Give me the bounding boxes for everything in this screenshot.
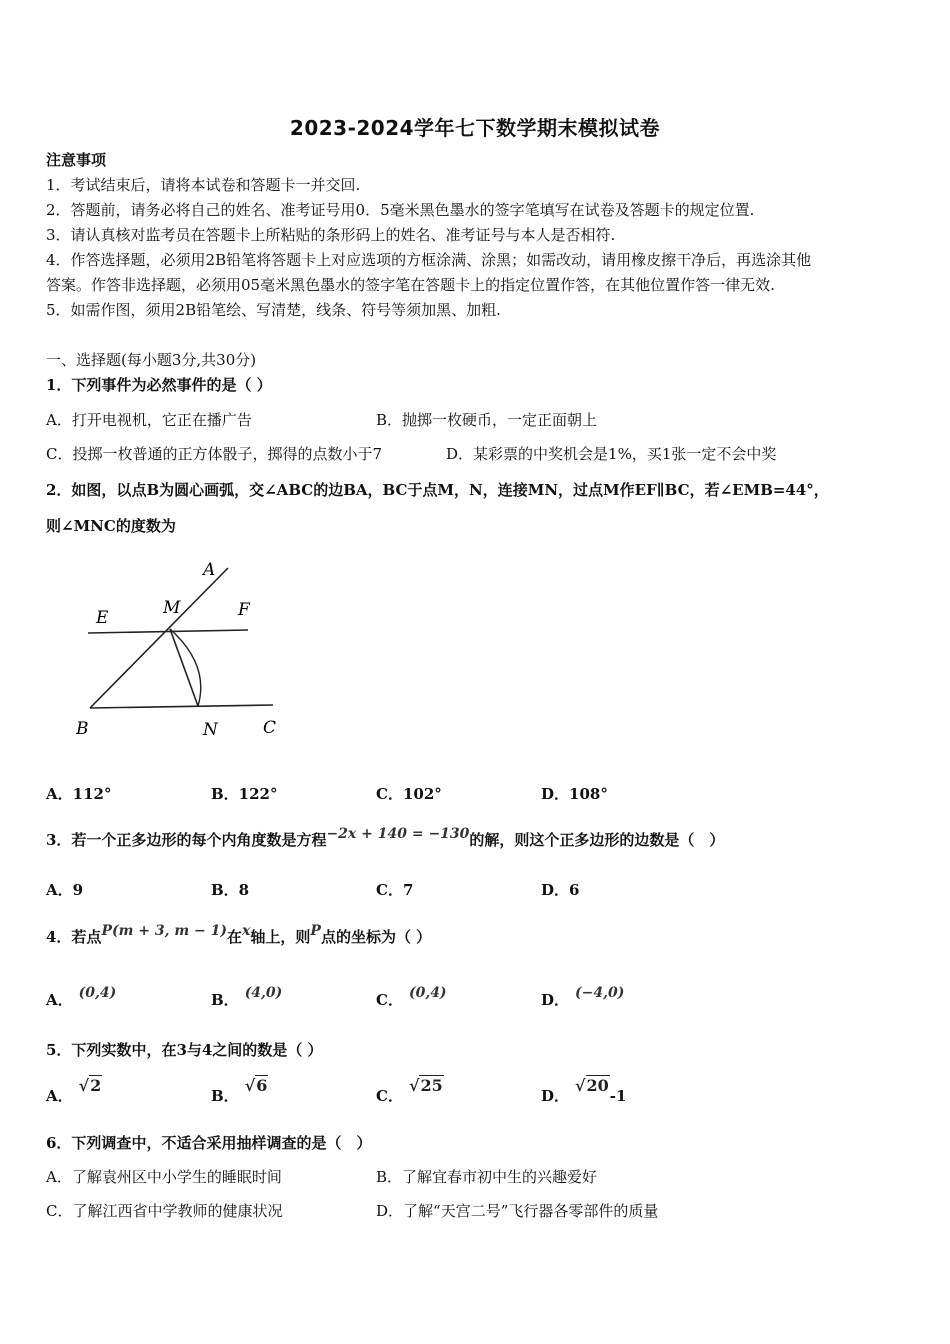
q2-option-d: D．108° — [541, 785, 608, 803]
q5-option-d-suffix: -1 — [609, 1087, 627, 1105]
ray-bc — [90, 705, 273, 708]
q6-option-a: A．了解袁州区中小学生的睡眠时间 — [46, 1168, 282, 1186]
section-heading: 一、选择题(每小题3分,共30分) — [46, 351, 257, 369]
notice-item: 答案。作答非选择题，必须用05毫米黑色墨水的签字笔在答题卡上的指定位置作答，在其他位置作答一律无效. — [46, 276, 775, 294]
q1-option-b: B．抛掷一枚硬币，一定正面朝上 — [376, 411, 598, 429]
q1-option-d: D．某彩票的中奖机会是1%，买1张一定不会中奖 — [446, 445, 777, 463]
question-4-stem — [46, 923, 432, 948]
q4-option-a-value: (0,4) — [78, 985, 117, 1001]
label-n: N — [203, 720, 218, 740]
q4-axis: x — [242, 923, 251, 939]
q5-option-c-sqrt: √25 — [408, 1076, 443, 1095]
question-2-stem-cont: 则∠MNC的度数为 — [46, 517, 176, 535]
notice-item: 2．答题前，请务必将自己的姓名、准考证号用0．5毫米黑色墨水的签字笔填写在试卷及答题卡的规定位置. — [46, 201, 755, 219]
geometry-figure — [70, 555, 290, 745]
label-b: B — [76, 719, 89, 739]
q2-option-c: C．102° — [376, 785, 442, 803]
q3-option-c: C．7 — [376, 881, 414, 899]
notice-item: 5．如需作图，须用2B铅笔绘、写清楚，线条、符号等须加黑、加粗. — [46, 301, 501, 319]
q3-option-b: B．8 — [211, 881, 250, 899]
q1-option-a: A．打开电视机，它正在播广告 — [46, 411, 252, 429]
question-3-stem — [46, 826, 725, 851]
question-2-stem: 2．如图，以点B为圆心画弧，交∠ABC的边BA，BC于点M，N，连接MN，过点M作EF∥BC，若∠EMB=44°， — [46, 481, 829, 499]
q6-option-d: D．了解“天宫二号”飞行器各零部件的质量 — [376, 1202, 659, 1220]
label-f: F — [238, 600, 250, 620]
line-ef — [88, 630, 248, 633]
label-a: A — [203, 560, 216, 580]
notice-heading: 注意事项 — [46, 151, 107, 169]
label-c: C — [263, 718, 277, 738]
q4-stem-pre: 4．若点 — [46, 928, 102, 946]
q5-option-a-sqrt: √2 — [78, 1076, 102, 1095]
ray-ba — [90, 568, 228, 708]
q5-option-d: D．√20-1 — [541, 1076, 627, 1105]
notice-item: 4．作答选择题，必须用2B铅笔将答题卡上对应选项的方框涂满、涂黑；如需改动，请用橡皮擦干净后，再选涂其他 — [46, 251, 812, 269]
q3-stem-post: 的解，则这个正多边形的边数是（ ） — [469, 831, 725, 849]
q6-option-b: B．了解宜春市初中生的兴趣爱好 — [376, 1168, 598, 1186]
q4-option-b: B． (4,0) — [211, 985, 283, 1009]
q4-stem-mid1: 在 — [227, 928, 243, 946]
q3-option-d: D．6 — [541, 881, 580, 899]
notice-item: 3．请认真核对监考员在答题卡上所粘贴的条形码上的姓名、准考证号与本人是否相符. — [46, 226, 616, 244]
label-m: M — [163, 598, 181, 618]
q2-option-b: B．122° — [211, 785, 278, 803]
page-title: 2023-2024学年七下数学期末模拟试卷 — [289, 116, 661, 140]
q4-option-d: D． (−4,0) — [541, 985, 625, 1009]
q5-option-a: A．√2 — [46, 1076, 102, 1105]
q3-option-a: A．9 — [46, 881, 84, 899]
q1-option-c: C．投掷一枚普通的正方体骰子，掷得的点数小于7 — [46, 445, 383, 463]
q4-option-a: A． (0,4) — [46, 985, 117, 1009]
q6-option-c: C．了解江西省中学教师的健康状况 — [46, 1202, 283, 1220]
q4-p: P — [310, 923, 321, 939]
q5-option-d-sqrt: √20 — [575, 1076, 609, 1095]
question-5-stem: 5．下列实数中，在3与4之间的数是（ ） — [46, 1041, 323, 1059]
question-1-stem: 1．下列事件为必然事件的是（ ） — [46, 376, 272, 394]
q4-option-c-value: (0,4) — [408, 985, 447, 1001]
label-e: E — [96, 608, 109, 628]
q4-option-c: C． (0,4) — [376, 985, 447, 1009]
q3-equation: −2x + 140 = −130 — [326, 826, 470, 842]
q5-option-c: C．√25 — [376, 1076, 443, 1105]
q2-option-a: A．112° — [46, 785, 112, 803]
segment-mn — [170, 629, 198, 706]
q3-stem-pre: 3．若一个正多边形的每个内角度数是方程 — [46, 831, 327, 849]
q4-point: P(m + 3, m − 1) — [101, 923, 228, 939]
notice-item: 1．考试结束后，请将本试卷和答题卡一并交回. — [46, 176, 361, 194]
q5-option-b: B．√6 — [211, 1076, 268, 1105]
q4-stem-mid2: 轴上，则 — [250, 928, 311, 946]
q5-option-b-sqrt: √6 — [244, 1076, 268, 1095]
q4-option-b-value: (4,0) — [244, 985, 283, 1001]
question-6-stem: 6．下列调查中，不适合采用抽样调查的是（ ） — [46, 1134, 372, 1152]
q4-stem-post: 点的坐标为（ ） — [320, 928, 432, 946]
q4-option-d-value: (−4,0) — [575, 985, 625, 1001]
